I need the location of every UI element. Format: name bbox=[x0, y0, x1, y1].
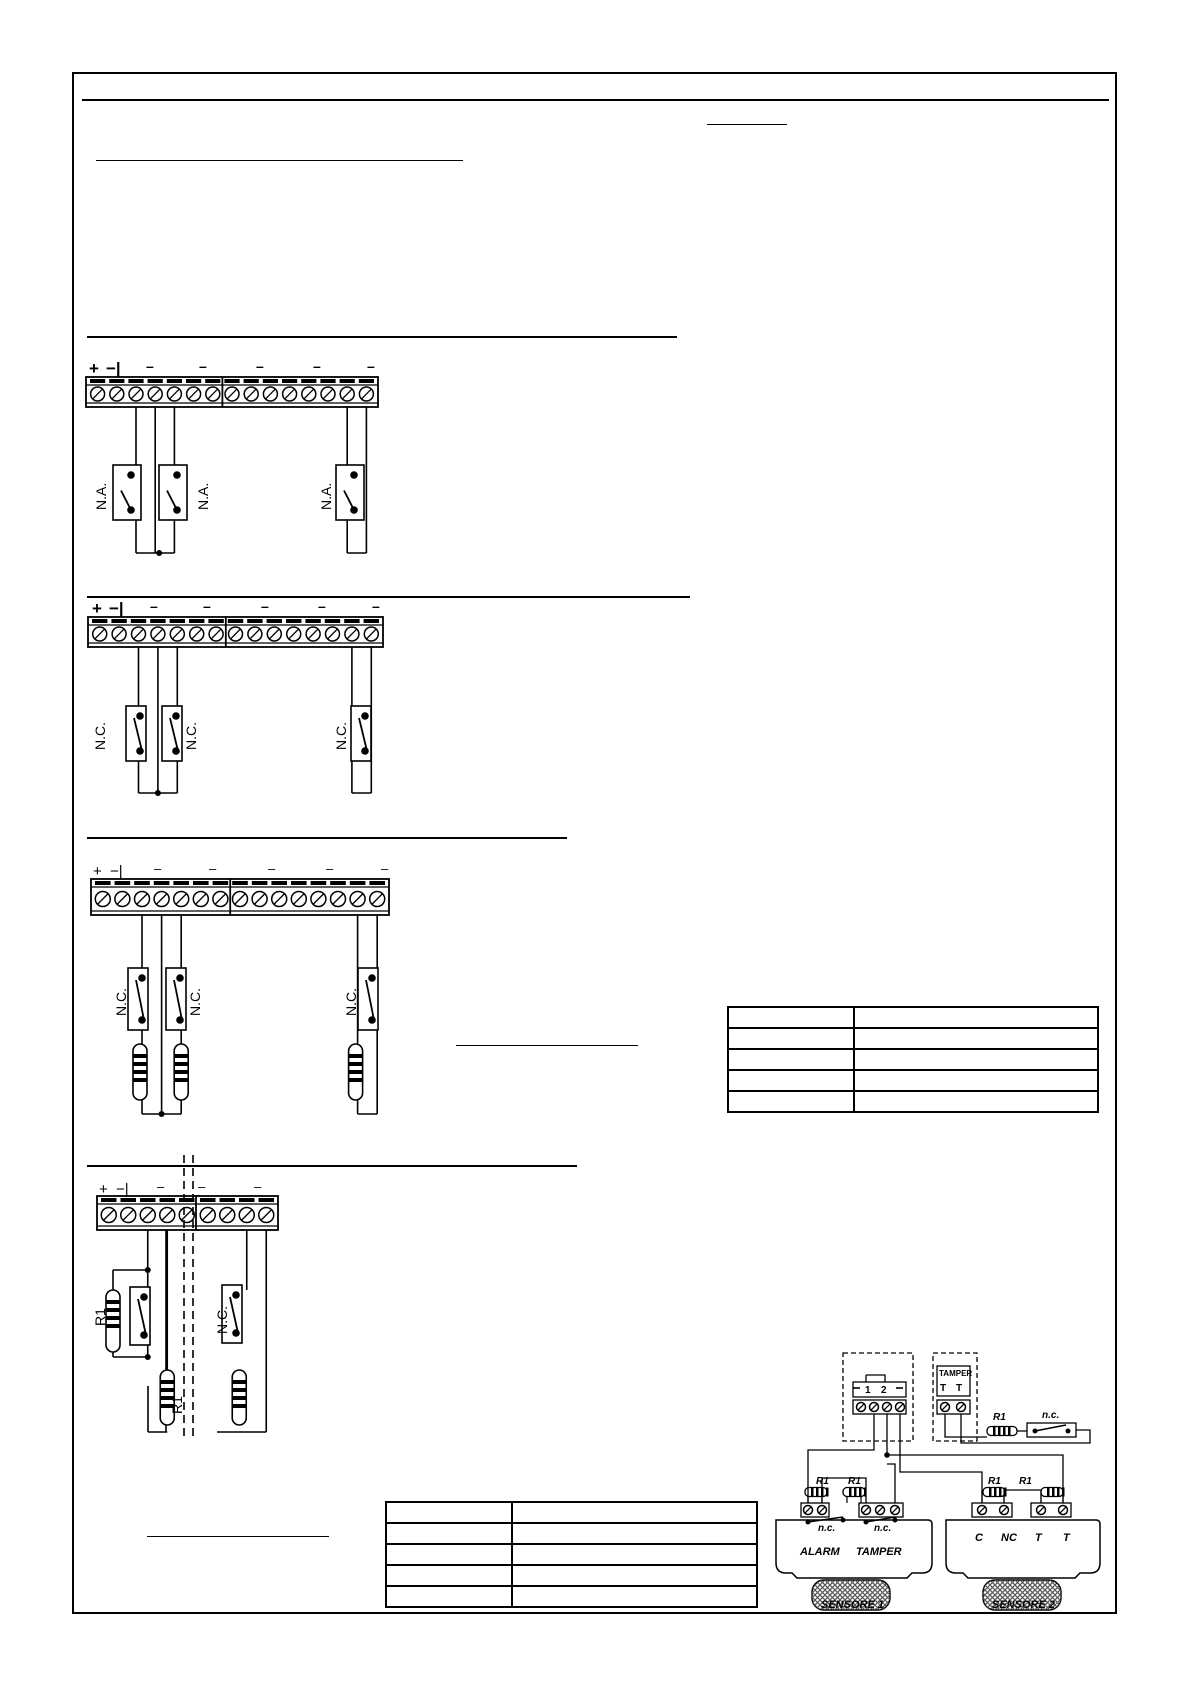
strip-tab bbox=[330, 881, 346, 885]
terminal-dash: – bbox=[318, 598, 326, 614]
sensor2-body bbox=[946, 1520, 1100, 1578]
resistor-label: R1 bbox=[816, 1476, 829, 1487]
contact-pin bbox=[140, 1293, 148, 1301]
resistor-band bbox=[106, 1308, 120, 1312]
strip-tab bbox=[311, 881, 327, 885]
wire bbox=[887, 1455, 1063, 1503]
resistor-band bbox=[993, 1427, 996, 1436]
tamper-contact-label: n.c. bbox=[1042, 1410, 1060, 1421]
resistor-band bbox=[133, 1062, 147, 1066]
sensor2-terminal-t: T bbox=[1063, 1532, 1070, 1544]
terminal-dash: – bbox=[203, 598, 211, 614]
resistor-band bbox=[232, 1380, 246, 1384]
strip-tab bbox=[167, 379, 182, 383]
ground-label: −| bbox=[110, 863, 123, 880]
contact-pin bbox=[138, 1016, 146, 1024]
resistor-band bbox=[133, 1070, 147, 1074]
strip-tab bbox=[305, 619, 320, 623]
diagram-normally-closed bbox=[88, 617, 383, 796]
contact-pin bbox=[140, 1331, 148, 1339]
resistor-band bbox=[1003, 1427, 1006, 1436]
resistor-band bbox=[133, 1054, 147, 1058]
resistor-band bbox=[160, 1388, 174, 1392]
strip-tab bbox=[200, 1198, 216, 1202]
strip-tab bbox=[325, 619, 340, 623]
bus-label-box bbox=[853, 1382, 906, 1397]
strip-tab bbox=[359, 379, 374, 383]
contact-pin bbox=[368, 974, 376, 982]
resistor-band bbox=[349, 1054, 363, 1058]
resistor-band bbox=[826, 1488, 829, 1497]
resistor-band bbox=[349, 1070, 363, 1074]
terminal-dash: – bbox=[157, 1179, 165, 1194]
sensor2-terminal-c: C bbox=[975, 1532, 983, 1544]
resistor-band bbox=[174, 1054, 188, 1058]
contact-box bbox=[336, 465, 364, 520]
terminal-dash: – bbox=[313, 358, 321, 374]
strip-tab bbox=[101, 1198, 117, 1202]
strip-tab bbox=[170, 619, 185, 623]
strip-tab bbox=[160, 1198, 176, 1202]
strip-tab bbox=[208, 619, 223, 623]
contact-label-na: N.A. bbox=[93, 482, 109, 510]
resistor-band bbox=[859, 1488, 862, 1497]
tamper-block-title: TAMPER bbox=[939, 1369, 973, 1378]
terminal-dash: – bbox=[154, 861, 162, 876]
terminal-dash: – bbox=[146, 358, 154, 374]
resistor-band bbox=[106, 1316, 120, 1320]
terminal-dash: – bbox=[254, 1179, 262, 1194]
strip-tab bbox=[90, 379, 105, 383]
terminal-dash: – bbox=[199, 358, 207, 374]
tamper-terminal-label: T bbox=[940, 1383, 947, 1394]
junction-dot bbox=[145, 1267, 151, 1273]
plus-label: + bbox=[99, 1181, 108, 1198]
contact-label-nc: N.C. bbox=[187, 988, 203, 1016]
strip-tab bbox=[154, 881, 170, 885]
bus-terminal-2: 2 bbox=[881, 1385, 887, 1396]
resistor-band bbox=[174, 1070, 188, 1074]
resistor-label: R1 bbox=[92, 1308, 108, 1326]
plus-label: + bbox=[93, 863, 102, 880]
strip-tab bbox=[131, 619, 146, 623]
resistor-band bbox=[999, 1488, 1002, 1497]
contact-label-nc: N.C. bbox=[343, 988, 359, 1016]
contact-label-nc: N.C. bbox=[333, 722, 349, 750]
strip-tab bbox=[344, 619, 359, 623]
plus-label: + bbox=[89, 359, 99, 378]
terminal-dash: – bbox=[150, 598, 158, 614]
contact-pin bbox=[350, 471, 358, 479]
terminal-dash: – bbox=[268, 861, 276, 876]
contact-pin bbox=[893, 1518, 898, 1523]
resistor-band bbox=[994, 1488, 997, 1497]
strip-tab bbox=[282, 379, 297, 383]
strip-tab bbox=[364, 619, 379, 623]
contact-box bbox=[113, 465, 141, 520]
sensor1-alarm-label: ALARM bbox=[800, 1546, 840, 1558]
wire bbox=[887, 1464, 895, 1503]
strip-tab bbox=[263, 379, 278, 383]
sensor1-tamper-label: TAMPER bbox=[856, 1546, 902, 1558]
resistor-band bbox=[1008, 1427, 1011, 1436]
contact-pin bbox=[173, 471, 181, 479]
junction-dot bbox=[145, 1354, 151, 1360]
contact-pin bbox=[232, 1329, 240, 1337]
resistor-band bbox=[174, 1062, 188, 1066]
strip-tab bbox=[95, 881, 111, 885]
strip-tab bbox=[186, 379, 201, 383]
sensor2-terminal-t: T bbox=[1035, 1532, 1042, 1544]
bus-terminal-1: 1 bbox=[865, 1385, 871, 1396]
contact-pin bbox=[172, 747, 180, 755]
ground-label: −| bbox=[106, 359, 121, 378]
terminal-dash: – bbox=[372, 598, 380, 614]
sensor1-contact-label: n.c. bbox=[818, 1523, 836, 1534]
resistor-band bbox=[232, 1404, 246, 1408]
tamper-terminal-label: T bbox=[956, 1383, 963, 1394]
contact-label-nc: N.C. bbox=[214, 1306, 230, 1334]
plus-label: + bbox=[92, 599, 102, 618]
wire bbox=[945, 1414, 987, 1437]
strip-tab bbox=[369, 881, 385, 885]
strip-tab bbox=[244, 379, 259, 383]
strip-tab bbox=[213, 881, 229, 885]
contact-pin bbox=[368, 1016, 376, 1024]
terminal-dash: – bbox=[256, 358, 264, 374]
contact-pin bbox=[127, 471, 135, 479]
resistor-band bbox=[232, 1396, 246, 1400]
strip-tab bbox=[220, 1198, 236, 1202]
strip-tab bbox=[179, 1198, 195, 1202]
contact-label-nc: N.C. bbox=[183, 722, 199, 750]
strip-tab bbox=[134, 881, 150, 885]
contact-pin bbox=[232, 1291, 240, 1299]
strip-tab bbox=[109, 379, 124, 383]
strip-tab bbox=[228, 619, 243, 623]
strip-tab bbox=[115, 881, 131, 885]
resistor-band bbox=[349, 1062, 363, 1066]
terminal-dash: – bbox=[326, 861, 334, 876]
resistor-label: R1 bbox=[993, 1412, 1006, 1423]
strip-tab bbox=[148, 379, 163, 383]
terminal-dash: – bbox=[209, 861, 217, 876]
resistor-band bbox=[160, 1380, 174, 1384]
strip-tab bbox=[271, 881, 287, 885]
contact-pin bbox=[138, 974, 146, 982]
resistor-label: R1 bbox=[1019, 1476, 1032, 1487]
strip-tab bbox=[239, 1198, 255, 1202]
strip-tab bbox=[340, 379, 355, 383]
junction-dot bbox=[159, 1111, 165, 1117]
contact-pin bbox=[361, 747, 369, 755]
resistor-band bbox=[816, 1488, 819, 1497]
strip-tab bbox=[189, 619, 204, 623]
sensor1-contact-label: n.c. bbox=[874, 1523, 892, 1534]
strip-tab bbox=[140, 1198, 156, 1202]
strip-tab bbox=[350, 881, 366, 885]
resistor-band bbox=[1057, 1488, 1060, 1497]
ground-label: −| bbox=[116, 1181, 129, 1198]
contact-label-nc: N.C. bbox=[113, 988, 129, 1016]
strip-tab bbox=[301, 379, 316, 383]
resistor-body bbox=[987, 1427, 1017, 1436]
junction-dot bbox=[155, 790, 161, 796]
terminal-dash: – bbox=[198, 1179, 206, 1194]
strip-tab bbox=[252, 881, 268, 885]
strip-tab bbox=[121, 1198, 137, 1202]
sensor2-name: SENSORE 2 bbox=[992, 1599, 1055, 1611]
contact-pin bbox=[176, 1016, 184, 1024]
contact-label-na: N.A. bbox=[195, 482, 211, 510]
resistor-band bbox=[133, 1078, 147, 1082]
junction-dot bbox=[884, 1452, 890, 1458]
strip-tab bbox=[320, 379, 335, 383]
strip-tab bbox=[247, 619, 262, 623]
terminal-dash: – bbox=[381, 861, 389, 876]
sensor2-terminal-nc: NC bbox=[1001, 1532, 1017, 1544]
resistor-band bbox=[811, 1488, 814, 1497]
resistor-band bbox=[849, 1488, 852, 1497]
resistor-band bbox=[106, 1300, 120, 1304]
resistor-band bbox=[1047, 1488, 1050, 1497]
strip-tab bbox=[259, 1198, 275, 1202]
resistor-band bbox=[998, 1427, 1001, 1436]
resistor-band bbox=[349, 1078, 363, 1082]
resistor-band bbox=[232, 1388, 246, 1392]
strip-tab bbox=[128, 379, 143, 383]
resistor-band bbox=[854, 1488, 857, 1497]
resistor-band bbox=[106, 1324, 120, 1328]
contact-label-nc: N.C. bbox=[92, 722, 108, 750]
strip-tab bbox=[205, 379, 220, 383]
ground-label: −| bbox=[109, 599, 124, 618]
strip-tab bbox=[224, 379, 239, 383]
contact-pin bbox=[176, 974, 184, 982]
contact-label-na: N.A. bbox=[318, 482, 334, 510]
junction-dot bbox=[156, 550, 162, 556]
strip-tab bbox=[232, 881, 248, 885]
diagram-normally-open bbox=[86, 377, 378, 556]
wire bbox=[866, 1375, 885, 1382]
strip-tab bbox=[111, 619, 126, 623]
strip-tab bbox=[267, 619, 282, 623]
resistor-band bbox=[989, 1488, 992, 1497]
contact-pin bbox=[361, 712, 369, 720]
resistor-body bbox=[106, 1290, 120, 1352]
sensor1-name: SENSORE 1 bbox=[821, 1599, 884, 1611]
strip-tab bbox=[286, 619, 301, 623]
strip-tab bbox=[150, 619, 165, 623]
resistor-band bbox=[1052, 1488, 1055, 1497]
contact-pin bbox=[136, 747, 144, 755]
strip-tab bbox=[173, 881, 189, 885]
contact-pin bbox=[1066, 1429, 1071, 1434]
contact-pin bbox=[841, 1518, 846, 1523]
resistor-label: R1 bbox=[988, 1476, 1001, 1487]
terminal-dash: – bbox=[261, 598, 269, 614]
contact-pin bbox=[136, 712, 144, 720]
strip-tab bbox=[193, 881, 209, 885]
resistor-label: R1 bbox=[169, 1396, 185, 1414]
resistor-band bbox=[174, 1078, 188, 1082]
terminal-dash: – bbox=[367, 358, 375, 374]
resistor-label: R1 bbox=[848, 1476, 861, 1487]
strip-tab bbox=[92, 619, 107, 623]
contact-pin bbox=[172, 712, 180, 720]
strip-tab bbox=[291, 881, 307, 885]
contact-box bbox=[159, 465, 187, 520]
wire bbox=[900, 1414, 982, 1503]
wire bbox=[1004, 1490, 1041, 1503]
